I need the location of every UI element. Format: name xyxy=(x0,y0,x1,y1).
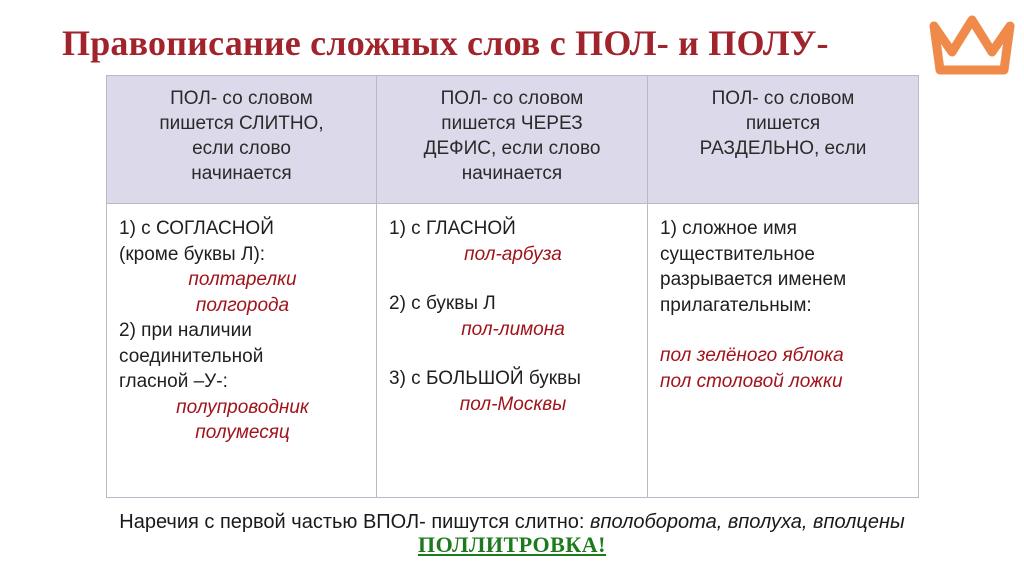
page-title: Правописание сложных слов с ПОЛ- и ПОЛУ- xyxy=(62,23,829,63)
header-line: ДЕФИС, если слово xyxy=(423,138,601,159)
example-word: пол-арбуза xyxy=(464,243,562,265)
adverb-examples: вполоборота, вполуха, вполцены xyxy=(590,511,905,533)
rule-text: соединительной xyxy=(119,345,264,367)
header-line: начинается xyxy=(461,163,563,184)
header-line: ПОЛ- со словом xyxy=(170,88,313,109)
example-word: полупроводник xyxy=(176,396,309,418)
header-line: ПОЛ- со словом xyxy=(440,88,584,109)
rule-text: 3) с БОЛЬШОЙ буквы xyxy=(389,368,581,389)
example-word: пол столовой ложки xyxy=(660,370,843,392)
example-word: пол-Москвы xyxy=(459,393,567,415)
header-line: пишется ЧЕРЕЗ xyxy=(441,113,583,134)
crown-icon xyxy=(924,8,1020,80)
example-word: пол-лимона xyxy=(461,318,565,340)
example-word: полумесяц xyxy=(195,422,290,443)
rule-text: 1) с СОГЛАСНОЙ xyxy=(119,218,274,239)
rule-text: прилагательным: xyxy=(660,294,812,316)
header-hyphen xyxy=(377,76,648,204)
rule-text: 1) с ГЛАСНОЙ xyxy=(389,218,516,239)
header-line: пишется СЛИТНО, xyxy=(159,113,324,134)
adverb-rule-text: Наречия с первой частью ВПОЛ- пишутся слитно: xyxy=(119,511,590,533)
rule-text: 1) сложное имя xyxy=(660,218,797,239)
header-separate xyxy=(648,76,919,204)
rule-text: 2) с буквы Л xyxy=(389,293,496,314)
header-line: ПОЛ- со словом xyxy=(711,88,855,109)
rule-text: (кроме буквы Л): xyxy=(119,243,266,265)
header-line: пишется xyxy=(745,113,821,134)
example-word: пол зелёного яблока xyxy=(660,345,844,366)
accent-word: ПОЛЛИТРОВКА! xyxy=(418,532,606,557)
header-line: начинается xyxy=(191,163,292,184)
rule-text: 2) при наличии xyxy=(119,320,252,341)
rules-table xyxy=(106,75,919,498)
rule-text: существительное xyxy=(660,243,815,265)
table-header-row xyxy=(107,76,919,204)
example-word: полгорода xyxy=(195,294,290,316)
cell-separate-rules xyxy=(648,204,919,498)
example-word: полтарелки xyxy=(188,269,297,290)
table-row xyxy=(107,204,919,498)
cell-together-rules xyxy=(107,204,377,498)
rule-text: гласной –У-: xyxy=(119,371,228,392)
rule-text: разрывается именем xyxy=(660,269,847,290)
header-line: если слово xyxy=(192,138,291,159)
header-together xyxy=(107,76,377,204)
accent-line xyxy=(0,532,1024,559)
cell-hyphen-rules xyxy=(377,204,648,498)
header-line: РАЗДЕЛЬНО, если xyxy=(699,138,867,159)
